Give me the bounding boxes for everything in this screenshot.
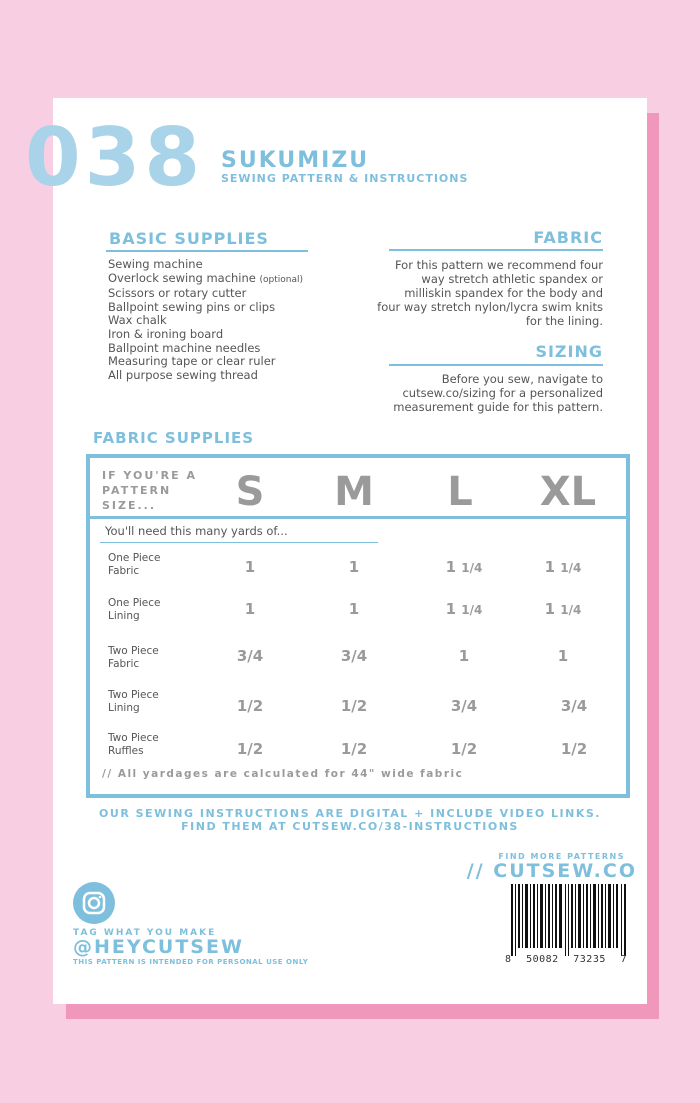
list-item: Wax chalk — [108, 313, 167, 328]
table-cell: 3/4 — [560, 697, 588, 715]
row-label: One Piece Fabric — [108, 552, 161, 577]
pattern-title: SUKUMIZU — [221, 148, 370, 173]
table-cell: 3/4 — [236, 647, 264, 665]
pattern-subtitle: SEWING PATTERN & INSTRUCTIONS — [221, 172, 469, 185]
size-prompt: IF YOU'RE A PATTERN SIZE... — [102, 469, 197, 512]
table-cell: 3/4 — [340, 647, 368, 665]
size-header-m: M — [334, 469, 374, 515]
table-cell: 1 1/4 — [544, 600, 582, 618]
list-item: Overlock sewing machine (optional) — [108, 270, 304, 285]
table-cell: 1 — [557, 647, 569, 665]
row-label: Two Piece Lining — [108, 689, 159, 714]
list-item: All purpose sewing thread — [108, 367, 258, 382]
table-cell: 3/4 — [450, 697, 478, 715]
table-cell: 1 — [458, 647, 470, 665]
table-cell: 1/2 — [236, 740, 264, 758]
instructions-link[interactable]: FIND THEM AT CUTSEW.CO/38-INSTRUCTIONS — [181, 820, 519, 833]
pattern-back-cover — [25, 98, 647, 1004]
table-cell: 1 1/4 — [445, 558, 483, 576]
supplies-list — [108, 258, 303, 382]
table-cell: 1 1/4 — [544, 558, 582, 576]
size-header-xl: XL — [539, 469, 597, 515]
row-label: Two Piece Fabric — [108, 645, 159, 670]
list-item: Ballpoint machine needles — [108, 340, 261, 355]
sizing-description: Before you sew, navigate to cutsew.co/sizing for a personalized measurement guide for this pattern. — [393, 372, 603, 414]
list-item: Measuring tape or clear ruler — [108, 354, 276, 369]
table-cell: 1/2 — [340, 697, 368, 715]
personal-use-note: THIS PATTERN IS INTENDED FOR PERSONAL USE ONLY — [73, 958, 309, 966]
sizing-heading: SIZING — [535, 342, 603, 361]
list-item: Iron & ironing board — [108, 326, 224, 341]
pattern-number: 038 — [25, 111, 204, 204]
table-cell: 1 — [244, 600, 256, 618]
instructions-note: OUR SEWING INSTRUCTIONS ARE DIGITAL + INCLUDE VIDEO LINKS. — [99, 807, 601, 820]
table-cell: 1 1/4 — [445, 600, 483, 618]
optional-note: (optional) — [259, 274, 304, 285]
yardage-table — [86, 454, 630, 798]
social-handle[interactable]: @HEYCUTSEW — [73, 936, 244, 958]
find-more-label: FIND MORE PATTERNS — [498, 852, 625, 861]
table-cell: 1/2 — [450, 740, 478, 758]
divider — [389, 249, 603, 251]
tag-label: TAG WHAT YOU MAKE — [73, 928, 217, 938]
instagram-icon[interactable] — [73, 882, 115, 924]
list-item: Scissors or rotary cutter — [108, 286, 247, 301]
divider — [389, 364, 603, 366]
basic-supplies-heading: BASIC SUPPLIES — [109, 229, 269, 248]
table-cell: 1 — [244, 558, 256, 576]
barcode — [511, 884, 629, 956]
fabric-supplies-heading: FABRIC SUPPLIES — [93, 429, 255, 447]
table-cell: 1/2 — [340, 740, 368, 758]
row-label: Two Piece Ruffles — [108, 732, 159, 757]
table-cell: 1/2 — [236, 697, 264, 715]
size-header-l: L — [447, 469, 473, 515]
table-cell: 1 — [348, 600, 360, 618]
table-cell: 1/2 — [560, 740, 588, 758]
yards-caption: You'll need this many yards of... — [105, 524, 288, 538]
divider — [100, 542, 378, 543]
instagram-glyph — [73, 882, 115, 924]
barcode-number: 8 50082 73235 7 — [505, 954, 627, 965]
website-link[interactable]: // CUTSEW.CO — [466, 860, 637, 882]
fabric-description: For this pattern we recommend four way stretch athletic spandex or milliskin spandex for the body and four way stretch nylon/lycra swim knits for the lining. — [377, 258, 603, 328]
fabric-heading: FABRIC — [533, 228, 603, 247]
size-header-s: S — [235, 469, 265, 515]
list-item: Sewing machine — [108, 257, 203, 271]
divider — [90, 516, 626, 519]
row-label: One Piece Lining — [108, 597, 161, 622]
table-cell: 1 — [348, 558, 360, 576]
divider — [106, 250, 308, 252]
list-item: Ballpoint sewing pins or clips — [108, 299, 276, 314]
yardage-note: // All yardages are calculated for 44" wide fabric — [102, 768, 464, 780]
